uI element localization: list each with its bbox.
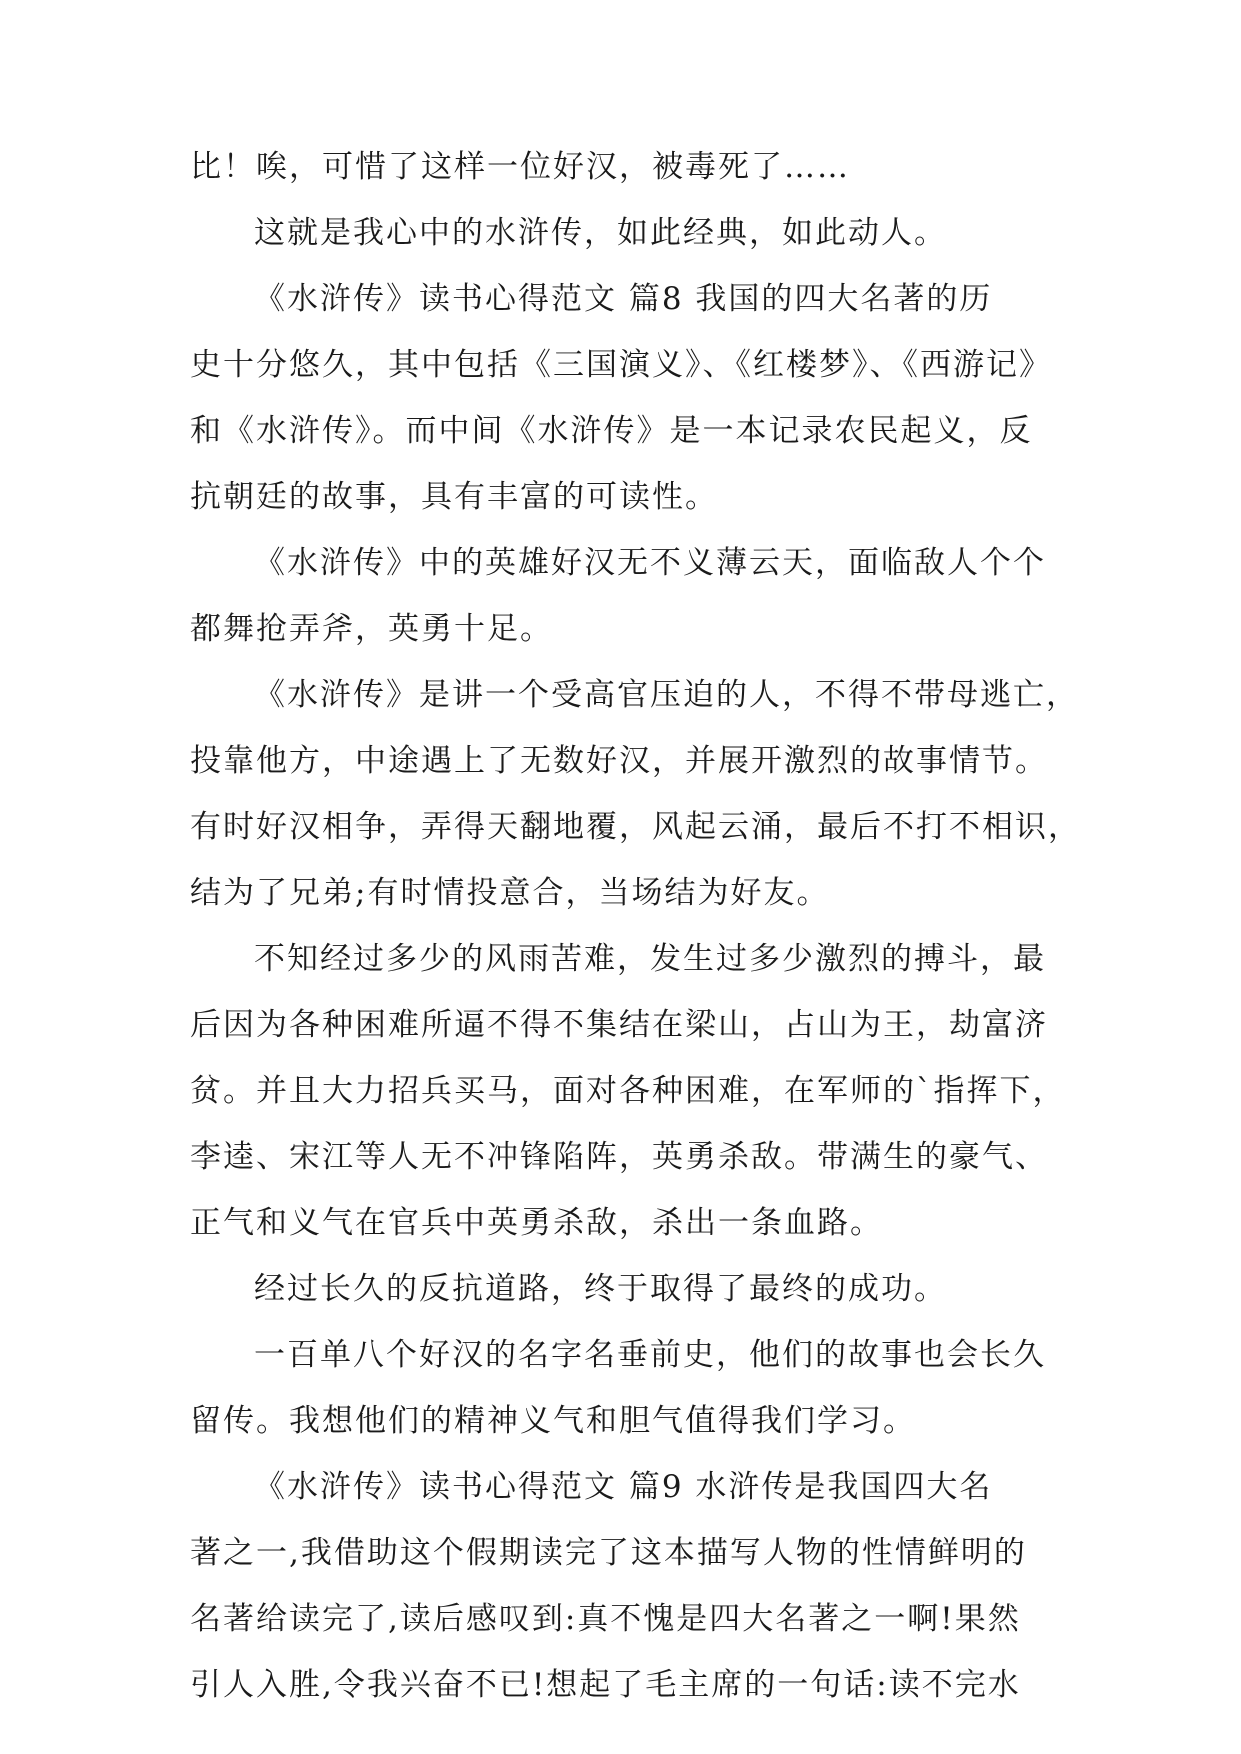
text-line: 这就是我心中的水浒传，如此经典，如此动人。: [254, 215, 947, 251]
text-line: 有时好汉相争，弄得天翻地覆，风起云涌，最后不打不相识，: [190, 809, 1081, 845]
text-line: 投靠他方，中途遇上了无数好汉，并展开激烈的故事情节。: [190, 743, 1048, 779]
text-line: 引人入胜,令我兴奋不已!想起了毛主席的一句话:读不完水: [190, 1667, 1021, 1703]
text-line: 后因为各种困难所逼不得不集结在梁山，占山为王，劫富济: [190, 1007, 1048, 1043]
text-line: 李逵、宋江等人无不冲锋陷阵，英勇杀敌。带满生的豪气、: [190, 1139, 1048, 1175]
text-line: 著之一,我借助这个假期读完了这本描写人物的性情鲜明的: [190, 1535, 1027, 1571]
text-line: 一百单八个好汉的名字名垂前史，他们的故事也会长久: [254, 1337, 1046, 1373]
text-line: 结为了兄弟;有时情投意合，当场结为好友。: [190, 875, 830, 911]
text-line: 正气和义气在官兵中英勇杀敌，杀出一条血路。: [190, 1205, 883, 1241]
text-line: 经过长久的反抗道路，终于取得了最终的成功。: [254, 1271, 947, 1307]
text-line: 贫。并且大力招兵买马，面对各种困难，在军师的`指挥下，: [190, 1073, 1066, 1109]
section-heading-line: 《水浒传》读书心得范文 篇9 水浒传是我国四大名: [254, 1469, 993, 1505]
text-line: 比！唉，可惜了这样一位好汉，被毒死了……: [190, 149, 850, 185]
text-line: 《水浒传》是讲一个受高官压迫的人，不得不带母逃亡，: [254, 677, 1079, 713]
text-line: 史十分悠久，其中包括《三国演义》、《红楼梦》、《西游记》: [190, 347, 1052, 383]
text-line: 名著给读完了,读后感叹到:真不愧是四大名著之一啊!果然: [190, 1601, 1021, 1637]
text-line: 和《水浒传》。而中间《水浒传》是一本记录农民起义，反: [190, 413, 1033, 449]
text-line: 抗朝廷的故事，具有丰富的可读性。: [190, 479, 718, 515]
text-line: 都舞抢弄斧，英勇十足。: [190, 611, 553, 647]
text-line: 留传。我想他们的精神义气和胆气值得我们学习。: [190, 1403, 916, 1439]
text-line: 不知经过多少的风雨苦难，发生过多少激烈的搏斗，最: [254, 941, 1046, 977]
text-line: 《水浒传》中的英雄好汉无不义薄云天，面临敌人个个: [254, 545, 1046, 581]
section-heading-line: 《水浒传》读书心得范文 篇8 我国的四大名著的历: [254, 281, 993, 317]
